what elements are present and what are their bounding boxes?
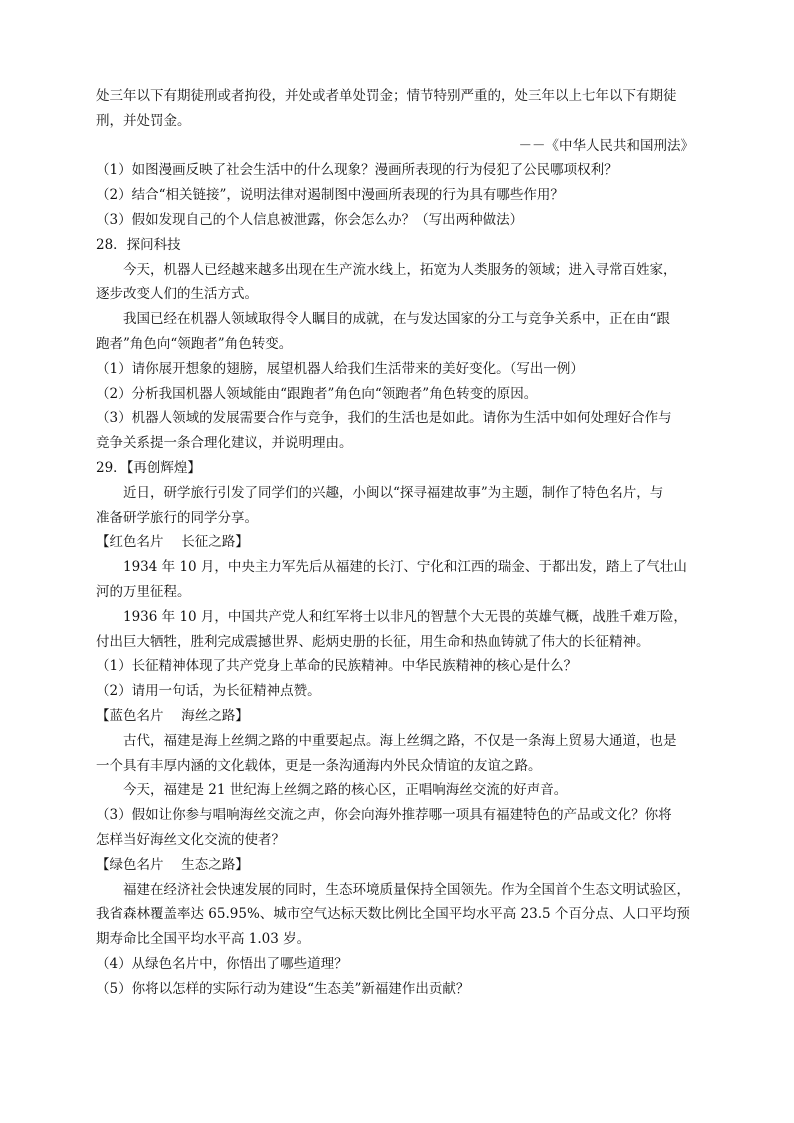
- paragraph-line: 付出巨大牺牲，胜利完成震撼世界、彪炳史册的长征，用生命和热血铸就了伟大的长征精神。: [96, 633, 650, 650]
- question-29-3: （3）假如让你参与唱响海丝交流之声，你会向海外推荐哪一项具有福建特色的产品或文化？你将: [96, 807, 672, 824]
- paragraph-line: 跑者”角色向“领跑者”角色转变。: [96, 335, 293, 352]
- question-29-1: （1）长征精神体现了共产党身上革命的民族精神。中华民族精神的核心是什么？: [96, 658, 578, 675]
- paragraph-line: 福建在经济社会快速发展的同时，生态环境质量保持全国领先。作为全国首个生态文明试验区，: [123, 881, 690, 898]
- paragraph-line: 今天，机器人已经越来越多出现在生产流水线上，拓宽为人类服务的领域；进入寻常百姓家，: [123, 261, 677, 278]
- section-28-title: 28．探问科技: [96, 236, 181, 253]
- paragraph-line: 我省森林覆盖率达 65.95%、城市空气达标天数比例比全国平均水平高 23.5 个百分点、人口平均预: [96, 906, 690, 923]
- blue-card-title: 【蓝色名片 海丝之路】: [96, 707, 249, 724]
- law-text-line: 处三年以下有期徒刑或者拘役，并处或者单处罚金；情节特别严重的，处三年以上七年以下有期徒: [96, 88, 677, 104]
- law-source: －－《中华人民共和国刑法》: [518, 137, 694, 154]
- question-28-1: （1）请你展开想象的翅膀，展望机器人给我们生活带来的美好变化。（写出一例）: [96, 360, 584, 377]
- paragraph-line: 今天，福建是 21 世纪海上丝绸之路的核心区，正唱响海丝交流的好声音。: [123, 782, 568, 799]
- paragraph-line: 我国已经在机器人领域取得令人瞩目的成就，在与发达国家的分工与竞争关系中，正在由“跟: [123, 311, 670, 328]
- paragraph-line: 河的万里征程。: [96, 583, 191, 600]
- question-29-2: （2）请用一句话，为长征精神点赞。: [96, 683, 321, 700]
- question-27-3: （3）假如发现自己的个人信息被泄露，你会怎么办？（写出两种做法）: [96, 211, 524, 228]
- paragraph-line: 近日，研学旅行引发了同学们的兴趣，小闽以“探寻福建故事”为主题，制作了特色名片，与: [123, 484, 664, 501]
- paragraph-line: 准备研学旅行的同学分享。: [96, 509, 258, 526]
- question-29-5: （5）你将以怎样的实际行动为建设“生态美”新福建作出贡献？: [96, 980, 470, 997]
- paragraph-line: 逐步改变人们的生活方式。: [96, 286, 258, 303]
- paragraph-line: 1936 年 10 月，中国共产党人和红军将士以非凡的智慧个大无畏的英雄气概，战胜千难万险，: [123, 608, 687, 625]
- law-text-line: 刑，并处罚金。: [96, 112, 191, 129]
- paragraph-line: 古代，福建是海上丝绸之路的中重要起点。海上丝绸之路，不仅是一条海上贸易大通道，也是: [123, 732, 677, 749]
- paragraph-line: 期寿命比全国平均水平高 1.03 岁。: [96, 931, 311, 948]
- question-28-3-cont: 竞争关系提一条合理化建议，并说明理由。: [96, 435, 353, 452]
- question-28-3: （3）机器人领域的发展需要合作与竞争，我们的生活也是如此。请你为生活中如何处理好合作与: [96, 410, 672, 427]
- paragraph-line: 一个具有丰厚内涵的文化载体，更是一条沟通海内外民众情谊的友谊之路。: [96, 757, 542, 774]
- question-28-2: （2）分析我国机器人领域能由“跟跑者”角色向“领跑者”角色转变的原因。: [96, 385, 538, 402]
- paragraph-line: 1934 年 10 月，中央主力军先后从福建的长汀、宁化和江西的瑞金、于都出发，踏上了气壮山: [123, 559, 687, 576]
- section-29-title: 29．【再创辉煌】: [96, 459, 201, 476]
- question-29-4: （4）从绿色名片中，你悟出了哪些道理？: [96, 955, 348, 972]
- red-card-title: 【红色名片 长征之路】: [96, 534, 249, 551]
- green-card-title: 【绿色名片 生态之路】: [96, 856, 249, 873]
- question-27-1: （1）如图漫画反映了社会生活中的什么现象？漫画所表现的行为侵犯了公民哪项权利？: [96, 162, 618, 179]
- question-29-3-cont: 怎样当好海丝文化交流的使者？: [96, 831, 285, 848]
- question-27-2: （2）结合“相关链接”，说明法律对遏制图中漫画所表现的行为具有哪些作用？: [96, 187, 564, 204]
